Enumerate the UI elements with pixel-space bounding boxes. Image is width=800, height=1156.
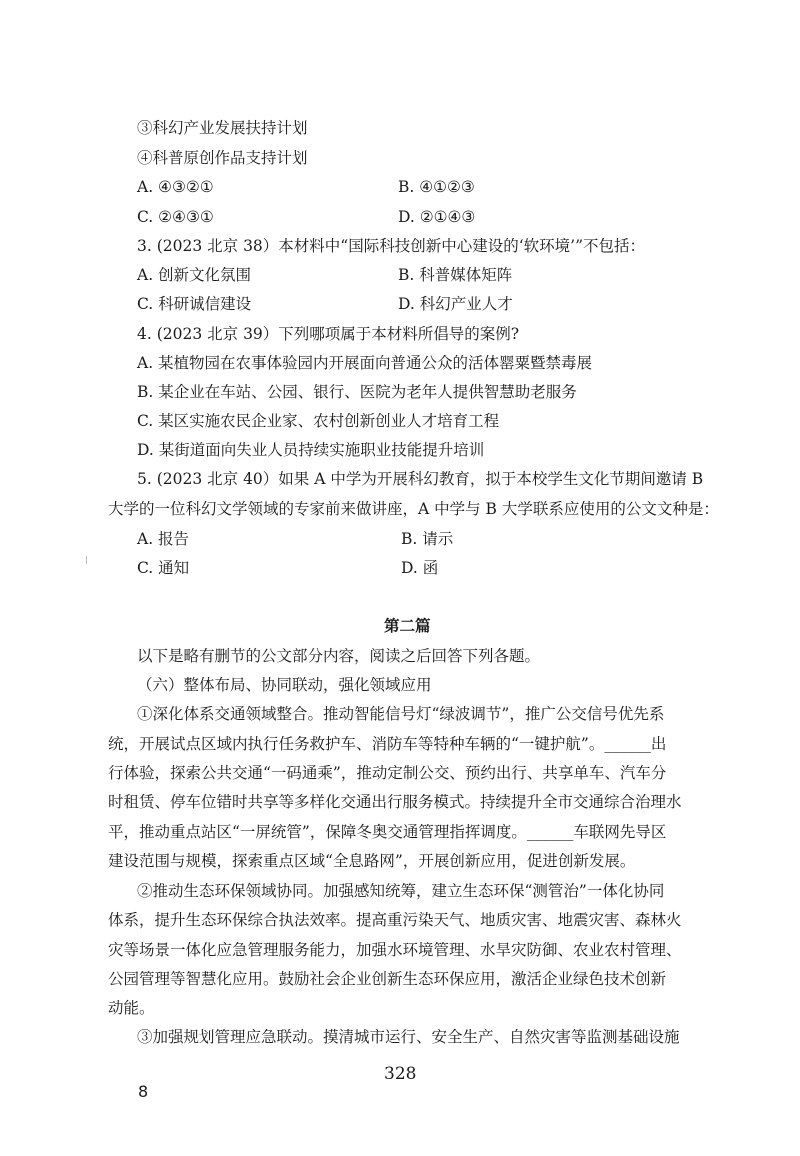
para2-line3: 灾等场景一体化应急管理服务能力，加强水环境管理、水旱灾防御、农业农村管理、 (108, 941, 682, 959)
q5-option-d: D. 函 (401, 559, 439, 577)
para3-line1: ③加强规划管理应急联动。摸清城市运行、安全生产、自然灾害等监测基础设施 (137, 1028, 680, 1046)
q3-option-a: A. 创新文化氛围 (137, 266, 252, 284)
q3-option-b: B. 科普媒体矩阵 (398, 266, 513, 284)
q4-stem: 4. (2023 北京 39）下列哪项属于本材料所倡导的案例? (137, 325, 520, 343)
page-number: 328 (384, 1064, 417, 1084)
item-3-text: ③科幻产业发展扶持计划 (137, 119, 308, 137)
para1-line5: 平，推动重点站区“一屏统管”，保障冬奥交通管理指挥调度。______车联网先导区 (108, 823, 667, 841)
q4-option-d: D. 某街道面向失业人员持续实施职业技能提升培训 (137, 441, 485, 459)
section-intro: 以下是略有删节的公文部分内容，阅读之后回答下列各题。 (137, 647, 541, 665)
q4-option-b: B. 某企业在车站、公园、银行、医院为老年人提供智慧助老服务 (137, 383, 577, 401)
para1-line1: ①深化体系交通领域整合。推动智能信号灯“绿波调节”，推广公交信号优先系 (137, 705, 665, 723)
q3-option-c: C. 科研诚信建设 (137, 295, 252, 313)
q5-option-b: B. 请示 (401, 530, 454, 548)
q3-option-d: D. 科幻产业人才 (398, 295, 513, 313)
para2-line4: 公园管理等智慧化应用。鼓励社会企业创新生态环保应用，激活企业绿色技术创新 (108, 970, 667, 988)
q5-stem-line1: 5. (2023 北京 40）如果 A 中学为开展科幻教育，拟于本校学生文化节期间邀请 B (137, 470, 704, 488)
para2-line2: 体系，提升生态环保综合执法效率。提高重污染天气、地质灾害、地震灾害、森林火 (108, 911, 682, 929)
para1-line2: 统，开展试点区域内执行任务救护车、消防车等特种车辆的“一键护航”。______出 (108, 735, 667, 753)
q5-option-c: C. 通知 (137, 559, 190, 577)
para2-line5: 动能。 (108, 999, 155, 1017)
para1-line4: 时租赁、停车位错时共享等多样化交通出行服务模式。持续提升全市交通综合治理水 (108, 793, 682, 811)
q4-option-a: A. 某植物园在农事体验园内开展面向普通公众的活体罂粟暨禁毒展 (137, 354, 593, 372)
para1-line3: 行体验，探索公共交通“一码通乘”，推动定制公交、预约出行、共享单车、汽车分 (108, 764, 667, 782)
q5-option-a: A. 报告 (137, 530, 190, 548)
para1-line6: 建设范围与规模，探索重点区域“全息路网”，开展创新应用，促进创新发展。 (108, 852, 636, 870)
q2-option-c: C. ②④③① (137, 208, 214, 226)
q4-option-c: C. 某区实施农民企业家、农村创新创业人才培育工程 (137, 412, 500, 430)
q2-option-d: D. ②①④③ (398, 208, 476, 226)
margin-mark (86, 556, 87, 564)
q3-stem: 3. (2023 北京 38）本材料中“国际科技创新中心建设的‘软环境’”不包括： (137, 237, 645, 255)
item-4-text: ④科普原创作品支持计划 (137, 149, 308, 167)
q2-option-a: A. ④③②① (137, 178, 214, 196)
subsection-title: （六）整体布局、协同联动，强化领域应用 (137, 676, 432, 694)
q2-option-b: B. ④①②③ (398, 178, 475, 196)
para2-line1: ②推动生态环保领域协同。加强感知统筹，建立生态环保“测管治”一体化协同 (137, 882, 665, 900)
section-heading: 第二篇 (384, 616, 431, 635)
q5-stem-line2: 大学的一位科幻文学领域的专家前来做讲座，A 中学与 B 大学联系应使用的公文文种是： (108, 500, 719, 518)
margin-number: 8 (138, 1082, 149, 1101)
